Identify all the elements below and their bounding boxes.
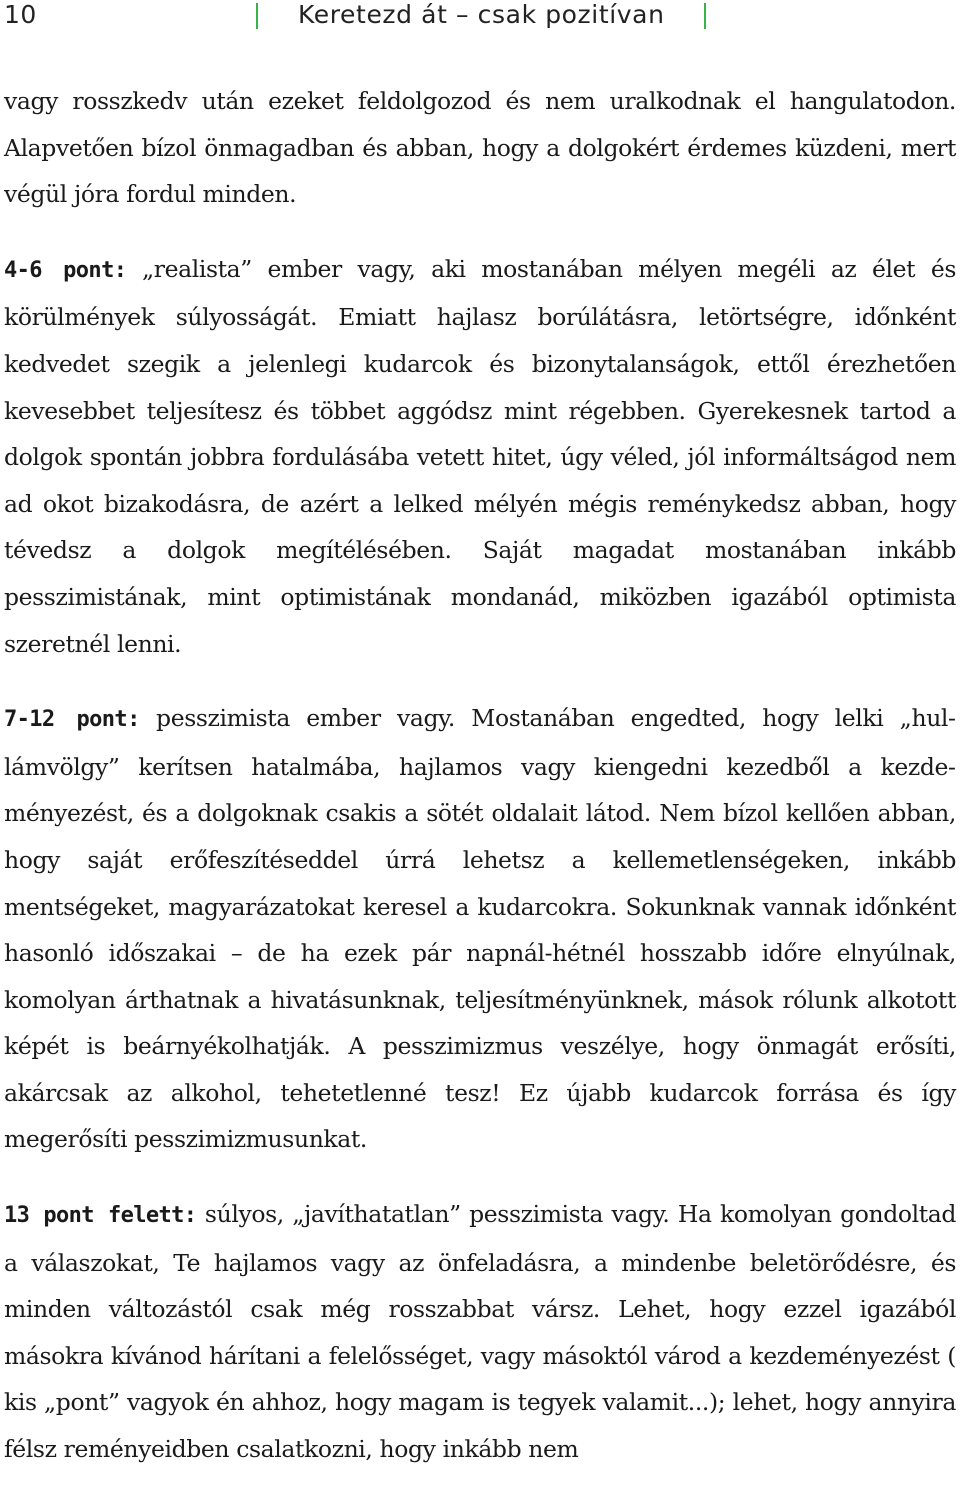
header-divider-left	[256, 3, 258, 29]
page-number: 10	[4, 0, 37, 29]
score-label: 13 pont felett:	[4, 1203, 197, 1229]
paragraph-intro	[4, 78, 956, 218]
body-text	[4, 78, 956, 1501]
score-label: 7-12 pont:	[4, 707, 140, 733]
score-label: 4-6 pont:	[4, 257, 127, 283]
paragraph-text: súlyos, „javíthatatlan” pesszimista vagy. Ha komolyan gondoltad a válaszokat, Te hajlamos vagy az önfeladásra, a mindenbe beletörődésre, és minden változástól csak még rosszabbat vársz. Lehet, hogy ezzel igazából másokra kívánod hárítani a felelősséget, vagy másoktól várod a kezdeményezést ( kis „pont” vagyok én ahhoz, hogy magam is tegyek valamit...); lehet, hogy annyira félsz reményeidben csalatkozni, hogy inkább nem	[4, 1200, 956, 1464]
paragraph-7-12-pont	[4, 695, 956, 1163]
running-title: Keretezd át – csak pozitívan	[298, 0, 665, 29]
paragraph-13-pont-felett	[4, 1191, 956, 1473]
paragraph-text: „realista” ember vagy, aki mostanában mélyen megéli az élet és körülmények súlyosságát. Emiatt hajlasz borúlátásra, letörtségre, időnként kedvedet szegik a jelenlegi kudarcok és bizonytalanságok, ettől érezhetően kevesebbet teljesítesz és többet aggódsz mint régebben. Gyerekesnek tartod a dolgok spontán jobbra fordulásába vetett hitet, úgy véled, jól informáltságod nem ad okot bizakodásra, de azért a lelked mélyén mégis reménykedsz abban, hogy tévedsz a dolgok megítélésében. Saját magadat mostanában inkább pesszimistának, mint optimistának mondanád, miközben igazából optimista szeretnél lenni.	[4, 254, 957, 658]
paragraph-text: pesszimista ember vagy. Mostanában engedted, hogy lelki „hullámvölgy” kerítsen hatalmába, hajlamos vagy kiengedni kezedből a kezdeményezést, és a dolgoknak csakis a sötét oldalait látod. Nem bízol kellően abban, hogy saját erőfeszítéseddel úrrá lehetsz a kellemetlenségeken, inkább mentségeket, magyarázatokat keresel a kudarcokra. Sokunknak vannak időnként hasonló időszakai – de ha ezek pár napnál-hétnél hosszabb időre elnyúlnak, komolyan árthatnak a hivatásunknak, teljesítményünknek, mások rólunk alkotott képét is beárnyékolhatják. A pesszimizmus veszélye, hogy önmagát erősíti, akárcsak az alkohol, tehetetlenné tesz! Ez újabb kudarcok forrása és így megerősíti pesszimizmusunkat.	[4, 704, 956, 1154]
page-header	[0, 0, 960, 36]
paragraph-text: vagy rosszkedv után ezeket feldolgozod és nem uralkodnak el hangulatodon. Alapvetően bízol önmagadban és abban, hogy a dolgokért érdemes küzdeni, mert végül jóra fordul minden.	[4, 87, 956, 209]
paragraph-4-6-pont	[4, 246, 956, 667]
header-divider-right	[704, 3, 706, 29]
